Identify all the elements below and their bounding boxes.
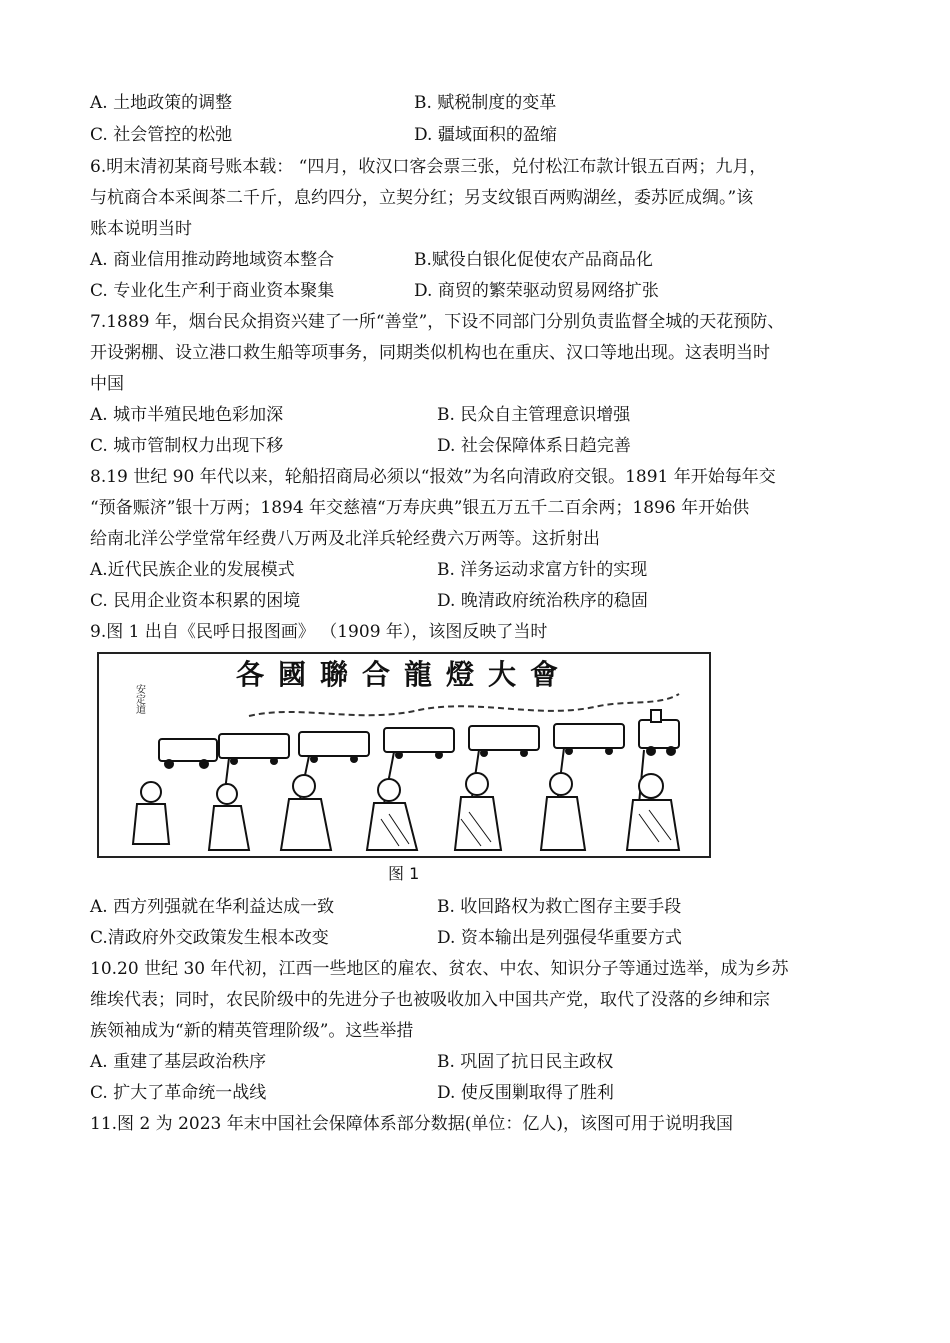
q10-stem-line-3: 族领袖成为“新的精英管理阶级”。这些举措 (90, 1021, 414, 1041)
q7-stem-line-2: 开设粥棚、设立港口救生船等项事务，同期类似机构也在重庆、汉口等地出现。这表明当时 (90, 343, 770, 363)
q7-stem-line-3: 中国 (90, 374, 124, 394)
q10-stem-line-1: 10.20 世纪 30 年代初，江西一些地区的雇农、贫农、中农、知识分子等通过选举，成为乡苏 (90, 959, 789, 979)
q8-stem-line-3: 给南北洋公学堂常年经费八万两及北洋兵轮经费六万两等。这折射出 (90, 529, 600, 549)
cartoon-side-text: 安定道 (133, 684, 145, 714)
q5-option-a: A. 土地政策的调整 (90, 93, 233, 113)
q10-option-d: D. 使反围剿取得了胜利 (437, 1083, 614, 1103)
q5-option-b: B. 赋税制度的变革 (414, 93, 557, 113)
q7-option-d: D. 社会保障体系日趋完善 (437, 436, 631, 456)
q8-option-c: C. 民用企业资本积累的困境 (90, 591, 301, 611)
q9-stem-line-1: 9.图 1 出自《民呼日报图画》 （1909 年），该图反映了当时 (90, 622, 548, 642)
q9-option-d: D. 资本输出是列强侵华重要方式 (437, 928, 682, 948)
q9-option-c: C.清政府外交政策发生根本改变 (90, 928, 329, 948)
cartoon-illustration (99, 654, 709, 856)
figure-caption: 图 1 (388, 864, 420, 883)
q8-option-a: A.近代民族企业的发展模式 (90, 560, 295, 580)
q5-option-d: D. 疆域面积的盈缩 (414, 125, 557, 145)
q10-stem-line-2: 维埃代表；同时，农民阶级中的先进分子也被吸收加入中国共产党，取代了没落的乡绅和宗 (90, 990, 770, 1010)
q9-option-a: A. 西方列强就在华利益达成一致 (90, 897, 335, 917)
q11-stem-line-1: 11.图 2 为 2023 年末中国社会保障体系部分数据(单位：亿人)，该图可用于说明我国 (90, 1114, 733, 1134)
q6-stem-line-1: 6.明末清初某商号账本载： “四月，收汉口客会票三张，兑付松江布款计银五百两；九月， (90, 157, 767, 177)
cartoon-figure (97, 652, 711, 858)
q7-option-a: A. 城市半殖民地色彩加深 (90, 405, 284, 425)
q6-stem-line-3: 账本说明当时 (90, 219, 192, 239)
q10-option-b: B. 巩固了抗日民主政权 (437, 1052, 614, 1072)
q6-option-a: A. 商业信用推动跨地域资本整合 (90, 250, 335, 270)
smoke-trail (249, 694, 679, 716)
cartoon-figures (133, 773, 679, 850)
q6-option-b: B.赋役白银化促使农产品商品化 (414, 250, 653, 270)
q8-stem-line-1: 8.19 世纪 90 年代以来，轮船招商局必须以“报效”为名向清政府交银。1891 年开始每年交 (90, 467, 776, 487)
q5-option-c: C. 社会管控的松弛 (90, 125, 233, 145)
q10-option-a: A. 重建了基层政治秩序 (90, 1052, 267, 1072)
q6-option-c: C. 专业化生产利于商业资本聚集 (90, 281, 335, 301)
q8-option-b: B. 洋务运动求富方针的实现 (437, 560, 648, 580)
q7-option-c: C. 城市管制权力出现下移 (90, 436, 284, 456)
q10-option-c: C. 扩大了革命统一战线 (90, 1083, 267, 1103)
q8-stem-line-2: “预备赈济”银十万两；1894 年交慈禧“万寿庆典”银五万五千二百余两；1896 年开始供 (90, 498, 750, 518)
q6-option-d: D. 商贸的繁荣驱动贸易网络扩张 (414, 281, 659, 301)
q7-stem-line-1: 7.1889 年，烟台民众捐资兴建了一所“善堂”，下设不同部门分别负责监督全城的天花预防、 (90, 312, 785, 332)
dragon-train (159, 710, 679, 761)
q8-option-d: D. 晚清政府统治秩序的稳固 (437, 591, 648, 611)
q9-option-b: B. 收回路权为救亡图存主要手段 (437, 897, 682, 917)
cartoon-title: 各國聯合龍燈大會 (235, 658, 573, 691)
q7-option-b: B. 民众自主管理意识增强 (437, 405, 631, 425)
q6-stem-line-2: 与杭商合本采闽茶二千斤，息约四分，立契分红；另支纹银百两购湖丝，委苏匠成绸。”该 (90, 188, 754, 208)
